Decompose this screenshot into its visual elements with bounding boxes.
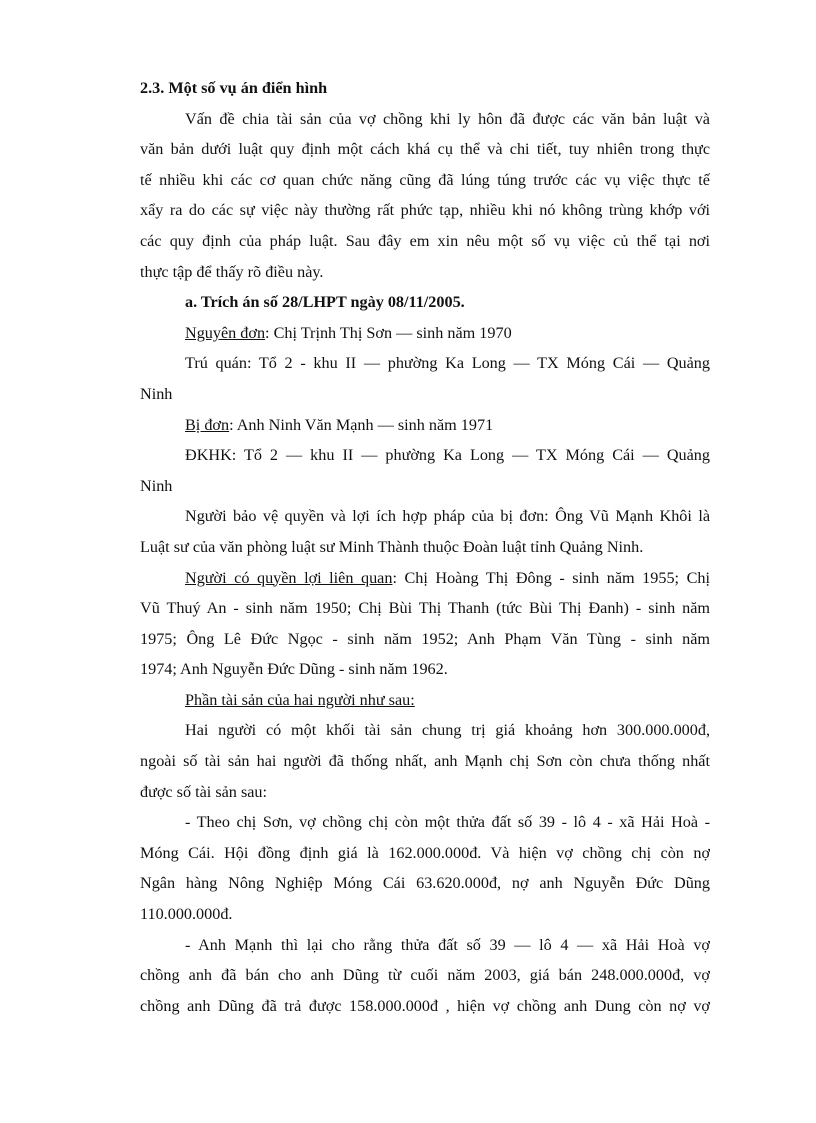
manh-claim-line: chồng anh Dũng đã trả được 158.000.000đ , hiện vợ chồng anh Dung còn nợ vợ bbox=[140, 996, 710, 1015]
plaintiff-label: Nguyên đơn bbox=[185, 323, 266, 342]
related-label: Người có quyền lợi liên quan bbox=[185, 568, 393, 587]
case-title-text: . Trích án số 28/LHPT ngày 08/11/2005. bbox=[193, 293, 465, 312]
document-page bbox=[140, 73, 710, 1021]
related-line: Vũ Thuý An - sinh năm 1950; Chị Bùi Thị Thanh (tức Bùi Thị Đanh) - sinh năm bbox=[140, 599, 710, 618]
defendant-value: : Anh Ninh Văn Mạnh — sinh năm 1971 bbox=[229, 415, 494, 434]
son-claim-line: Ngân hàng Nông Nghiệp Móng Cái 63.620.000đ, nợ anh Nguyễn Đức Dũng bbox=[140, 874, 710, 893]
intro-line: Vấn đề chia tài sản của vợ chồng khi ly hôn đã được các văn bản luật và bbox=[185, 109, 710, 128]
intro-line: các quy định của pháp luật. Sau đây em xin nêu một số vụ việc củ thể tại nơi bbox=[140, 231, 710, 250]
plaintiff-value: : Chị Trịnh Thị Sơn — sinh năm 1970 bbox=[265, 323, 512, 342]
intro-line: thực tập để thấy rõ điều này. bbox=[140, 262, 324, 281]
section-title: 2.3. Một số vụ án điển hình bbox=[140, 79, 328, 97]
assets-line: Hai người có một khối tài sản chung trị giá khoảng hơn 300.000.000đ, bbox=[185, 721, 710, 740]
related-line: 1975; Ông Lê Đức Ngọc - sinh năm 1952; Anh Phạm Văn Tùng - sinh năm bbox=[140, 629, 710, 648]
case-letter: a bbox=[185, 293, 194, 312]
protector-line-end: Luật sư của văn phòng luật sư Minh Thành thuộc Đoàn luật tỉnh Quảng Ninh. bbox=[140, 537, 644, 556]
case-title bbox=[140, 287, 710, 318]
intro-line: xẩy ra do các sự việc này thường rất phức tạp, nhiều khi nó không trùng khớp với bbox=[140, 201, 710, 220]
son-claim-line: - Theo chị Sơn, vợ chồng chị còn một thửa đất số 39 - lô 4 - xã Hải Hoà - bbox=[185, 813, 710, 832]
intro-line: văn bản dưới luật quy định một cách khá cụ thể và chi tiết, tuy nhiên trong thực bbox=[140, 140, 710, 159]
related-value: : Chị Hoàng Thị Đông - sinh năm 1955; Chị bbox=[392, 568, 710, 587]
son-claim-line-end: 110.000.000đ. bbox=[140, 905, 233, 924]
assets-line-end: được số tài sản sau: bbox=[140, 782, 268, 801]
intro-line: tế nhiều khi các cơ quan chức năng cũng đã lúng túng trước các vụ việc thực tế bbox=[140, 170, 710, 189]
protector-line: Người bảo vệ quyền và lợi ích hợp pháp của bị đơn: Ông Vũ Mạnh Khôi là bbox=[185, 507, 710, 526]
dkhk-line-end: Ninh bbox=[140, 476, 173, 495]
residence-line: Trú quán: Tổ 2 - khu II — phường Ka Long — TX Móng Cái — Quảng bbox=[185, 354, 710, 373]
son-claim-line: Móng Cái. Hội đồng định giá là 162.000.000đ. Và hiện vợ chồng chị còn nợ bbox=[140, 843, 710, 862]
residence-line-end: Ninh bbox=[140, 384, 173, 403]
plaintiff-line bbox=[140, 318, 710, 349]
defendant-line bbox=[140, 410, 710, 441]
intro-paragraph bbox=[140, 104, 710, 288]
manh-claim-line: - Anh Mạnh thì lại cho rằng thửa đất số 39 — lô 4 — xã Hải Hoà vợ bbox=[185, 935, 710, 954]
related-line-end: 1974; Anh Nguyễn Đức Dũng - sinh năm 1962. bbox=[140, 660, 448, 679]
manh-claim-line: chồng anh đã bán cho anh Dũng từ cuối năm 2003, giá bán 248.000.000đ, vợ bbox=[140, 966, 710, 985]
dkhk-line: ĐKHK: Tổ 2 — khu II — phường Ka Long — TX Móng Cái — Quảng bbox=[185, 446, 710, 465]
related-line bbox=[140, 563, 710, 594]
defendant-label: Bị đơn bbox=[185, 415, 230, 434]
assets-line: ngoài số tài sản hai người đã thống nhất, anh Mạnh chị Sơn còn chưa thống nhất bbox=[140, 752, 710, 771]
assets-heading: Phần tài sản của hai người như sau: bbox=[185, 690, 415, 709]
